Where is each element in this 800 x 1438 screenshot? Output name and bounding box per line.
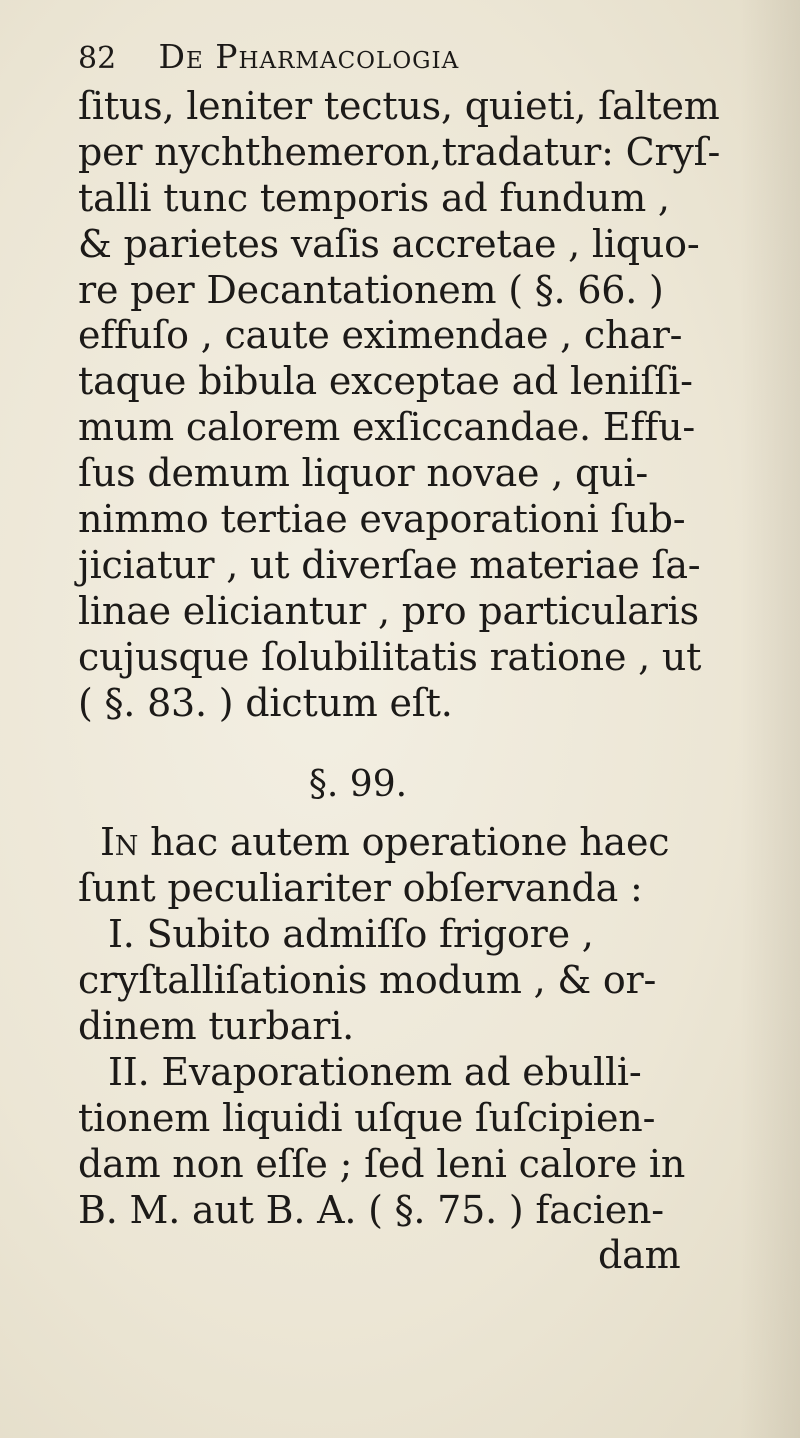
text-line: I. Subito admiſſo frigore , [108, 912, 594, 957]
text-line: ſunt peculiariter obſervanda : [78, 866, 643, 911]
list-item-1 [78, 912, 758, 1050]
text-line: tionem liquidi uſque ſuſcipien- [78, 1095, 656, 1140]
text-line: linae eliciantur , pro particularis [78, 588, 699, 633]
text-line: effuſo , caute eximendae , char- [78, 313, 683, 358]
text-line: ſus demum liquor novae , qui- [78, 451, 648, 496]
text-line: & parietes vaſis accretae , liquo- [78, 221, 700, 266]
list-item-2 [78, 1050, 758, 1234]
text-line: dinem turbari. [78, 1004, 355, 1049]
first-line-rest: hac autem operatione haec [138, 820, 670, 865]
folio-number: 82 [78, 41, 117, 76]
text-line: ( §. 83. ) dictum eſt. [78, 680, 453, 725]
text-line: talli tunc temporis ad fundum , [78, 175, 670, 220]
text-line: ſitus, leniter tectus, quieti, ſaltem [78, 84, 720, 128]
section-heading: §. 99. [308, 764, 408, 806]
text-line: dam non eſſe ; ſed leni calore in [78, 1141, 686, 1186]
text-line: taque bibula exceptae ad leniſſi- [78, 359, 693, 404]
text-line: cryſtalliſationis modum , & or- [78, 958, 657, 1003]
text-line: II. Evaporationem ad ebulli- [108, 1049, 642, 1094]
text-line: B. M. aut B. A. ( §. 75. ) facien- [78, 1187, 664, 1232]
initial-word: In [100, 820, 139, 865]
catchword: dam [598, 1233, 681, 1278]
text-line [78, 820, 758, 866]
paragraph-1 [78, 84, 758, 726]
text-line: re per Decantationem ( §. 66. ) [78, 267, 664, 312]
text-line: mum calorem exſiccandae. Effu- [78, 405, 695, 450]
paragraph-2 [78, 820, 758, 912]
text-line: cujusque ſolubilitatis ratione , ut [78, 634, 702, 679]
running-header [78, 30, 758, 84]
text-line: per nychthemeron,tradatur: Cryſ- [78, 129, 721, 174]
text-line: nimmo tertiae evaporationi ſub- [78, 497, 686, 542]
running-title: De Pharmacologia [158, 37, 460, 76]
text-block [78, 30, 758, 1279]
text-line: jiciatur , ut diverſae materiae ſa- [78, 542, 701, 587]
